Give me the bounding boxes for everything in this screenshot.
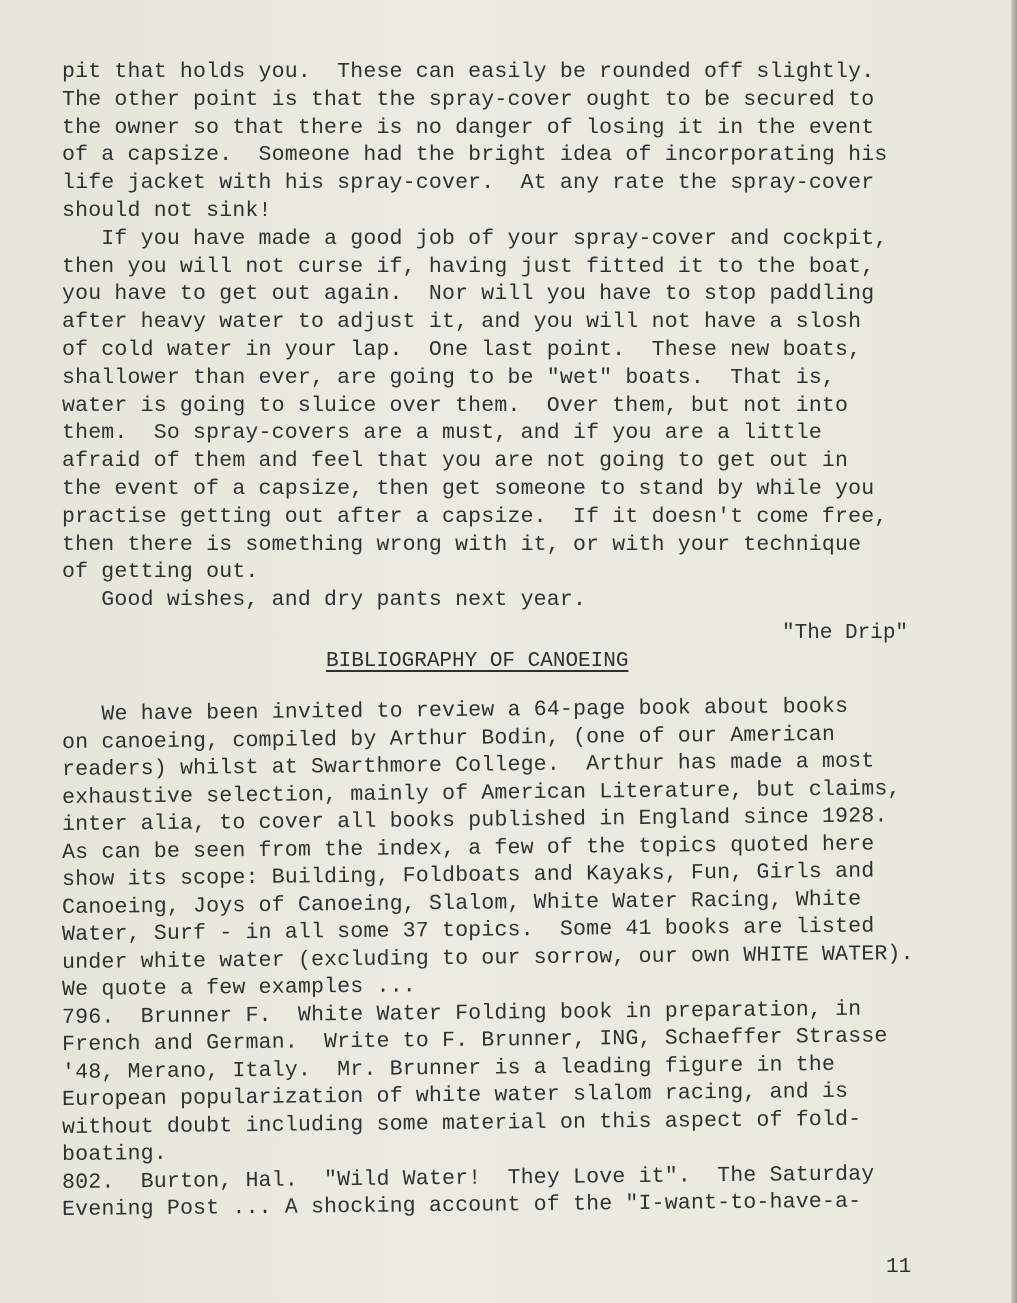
text-line: life jacket with his spray-cover. At any rate the spray-cover	[62, 171, 875, 196]
text-line: the owner so that there is no danger of losing it in the event	[62, 115, 875, 140]
text-line: exhaustive selection, mainly of American Literature, but claims,	[61, 776, 901, 810]
text-line: you have to get out again. Nor will you have to stop paddling	[62, 282, 875, 307]
text-line: If you have made a good job of your spray-cover and cockpit,	[62, 226, 888, 251]
text-line: We have been invited to review a 64-page book about books	[61, 694, 849, 727]
section-heading: BIBLIOGRAPHY OF CANOEING	[326, 650, 629, 673]
text-line: boating.	[61, 1141, 168, 1167]
text-line: of a capsize. Someone had the bright idea of incorporating his	[62, 143, 888, 168]
text-line: show its scope: Building, Foldboats and Kayaks, Fun, Girls and	[61, 859, 875, 892]
text-line: Evening Post ... A shocking account of the "I-want-to-have-a-	[61, 1189, 862, 1222]
text-line: 796. Brunner F. White Water Folding book in preparation, in	[61, 997, 862, 1030]
text-line: of getting out.	[62, 560, 259, 585]
text-line: Water, Surf - in all some 37 topics. Some 41 books are listed	[61, 914, 875, 947]
text-line: readers) whilst at Swarthmore College. Arthur has made a most	[61, 749, 875, 782]
text-line: As can be seen from the index, a few of the topics quoted here	[61, 831, 875, 865]
text-line: afraid of them and feel that you are not going to get out in	[62, 449, 849, 474]
text-line: We quote a few examples ...	[61, 974, 416, 1002]
text-line: of cold water in your lap. One last point. These new boats,	[62, 338, 862, 362]
text-line: pit that holds you. These can easily be rounded off slightly.	[62, 60, 875, 84]
text-line: 802. Burton, Hal. "Wild Water! They Love it". The Saturday	[61, 1161, 875, 1195]
text-line: French and German. Write to F. Brunner, ING, Schaeffer Strasse	[61, 1024, 888, 1057]
text-line: after heavy water to adjust it, and you will not have a slosh	[62, 310, 862, 335]
text-line: European popularization of white water slalom racing, and is	[61, 1079, 849, 1112]
text-line: Canoeing, Joys of Canoeing, Slalom, White Water Racing, White	[61, 887, 862, 920]
text-line: practise getting out after a capsize. If it doesn't come free,	[62, 504, 888, 529]
page-number: 11	[886, 1256, 912, 1279]
text-line: inter alia, to cover all books published in England since 1928.	[61, 804, 888, 837]
text-line: them. So spray-covers are a must, and if you are a little	[62, 421, 822, 446]
text-line: then there is something wrong with it, or with your technique	[62, 532, 862, 557]
text-line: The other point is that the spray-cover ought to be secured to	[62, 87, 875, 112]
text-line: the event of a capsize, then get someone to stand by while you	[62, 477, 875, 501]
author-signature: "The Drip"	[782, 622, 909, 645]
text-line: without doubt including some material on this aspect of fold-	[61, 1107, 862, 1140]
text-line: then you will not curse if, having just fitted it to the boat,	[62, 254, 875, 279]
page-edge	[1011, 0, 1017, 1303]
text-line: water is going to sluice over them. Over them, but not into	[62, 393, 849, 418]
text-line: should not sink!	[62, 199, 272, 223]
text-line: shallower than ever, are going to be "wet" boats. That is,	[62, 365, 836, 390]
text-line: '48, Merano, Italy. Mr. Brunner is a leading figure in the	[61, 1052, 836, 1085]
text-line: on canoeing, compiled by Arthur Bodin, (one of our American	[61, 722, 836, 755]
text-line: under white water (excluding to our sorrow, our own WHITE WATER).	[61, 941, 914, 975]
text-line: Good wishes, and dry pants next year.	[62, 588, 587, 613]
